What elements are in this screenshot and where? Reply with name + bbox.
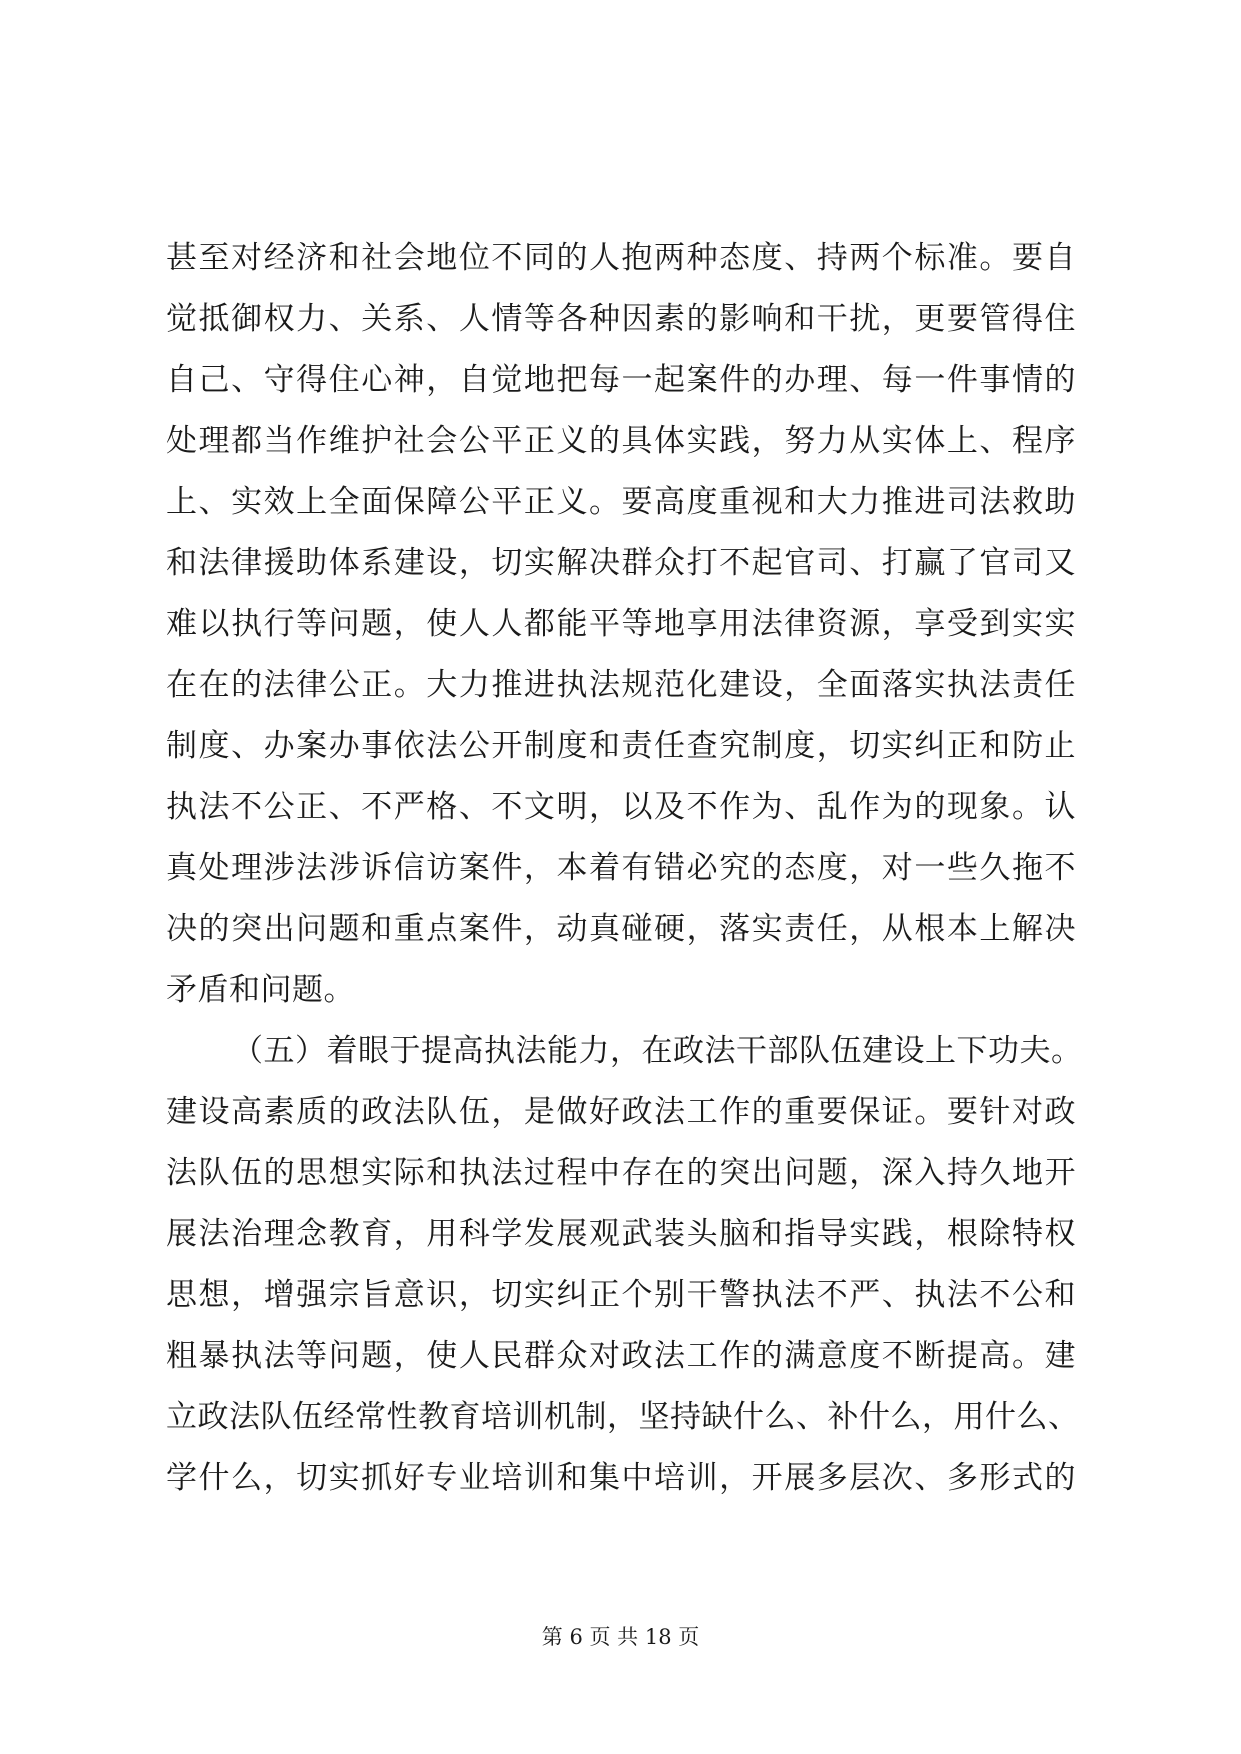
text-line: 学什么，切实抓好专业培训和集中培训，开展多层次、多形式的	[166, 1460, 1076, 1496]
text-line: 决的突出问题和重点案件，动真碰硬，落实责任，从根本上解决	[166, 911, 1076, 947]
text-line: 立政法队伍经常性教育培训机制，坚持缺什么、补什么，用什么、	[166, 1399, 1080, 1435]
page-number-footer: 第 6 页 共 18 页	[541, 1625, 700, 1649]
text-line: 甚至对经济和社会地位不同的人抱两种态度、持两个标准。要自	[166, 240, 1076, 276]
text-line: 展法治理念教育，用科学发展观武装头脑和指导实践，根除特权	[166, 1216, 1076, 1252]
text-line: 难以执行等问题，使人人都能平等地享用法律资源，享受到实实	[166, 606, 1076, 642]
text-line: 粗暴执法等问题，使人民群众对政法工作的满意度不断提高。建	[166, 1338, 1076, 1374]
text-line: 思想，增强宗旨意识，切实纠正个别干警执法不严、执法不公和	[166, 1277, 1076, 1313]
text-line: 觉抵御权力、关系、人情等各种因素的影响和干扰，更要管得住	[166, 301, 1076, 337]
body-text	[166, 228, 1083, 1509]
text-line: 自己、守得住心神，自觉地把每一起案件的办理、每一件事情的	[166, 362, 1076, 398]
text-line: 真处理涉法涉诉信访案件，本着有错必究的态度，对一些久拖不	[166, 850, 1076, 886]
section-heading-line: （五）着眼于提高执法能力，在政法干部队伍建设上下功夫。	[232, 1033, 1083, 1069]
text-line: 制度、办案办事依法公开制度和责任查究制度，切实纠正和防止	[166, 728, 1076, 764]
text-line: 和法律援助体系建设，切实解决群众打不起官司、打赢了官司又	[166, 545, 1076, 581]
text-line: 执法不公正、不严格、不文明，以及不作为、乱作为的现象。认	[166, 789, 1076, 825]
text-line: 法队伍的思想实际和执法过程中存在的突出问题，深入持久地开	[166, 1155, 1076, 1191]
text-line: 矛盾和问题。	[166, 972, 355, 1008]
text-line: 建设高素质的政法队伍，是做好政法工作的重要保证。要针对政	[166, 1094, 1076, 1130]
text-line: 处理都当作维护社会公平正义的具体实践，努力从实体上、程序	[166, 423, 1076, 459]
text-line: 上、实效上全面保障公平正义。要高度重视和大力推进司法救助	[166, 484, 1076, 520]
text-line: 在在的法律公正。大力推进执法规范化建设，全面落实执法责任	[166, 667, 1076, 703]
